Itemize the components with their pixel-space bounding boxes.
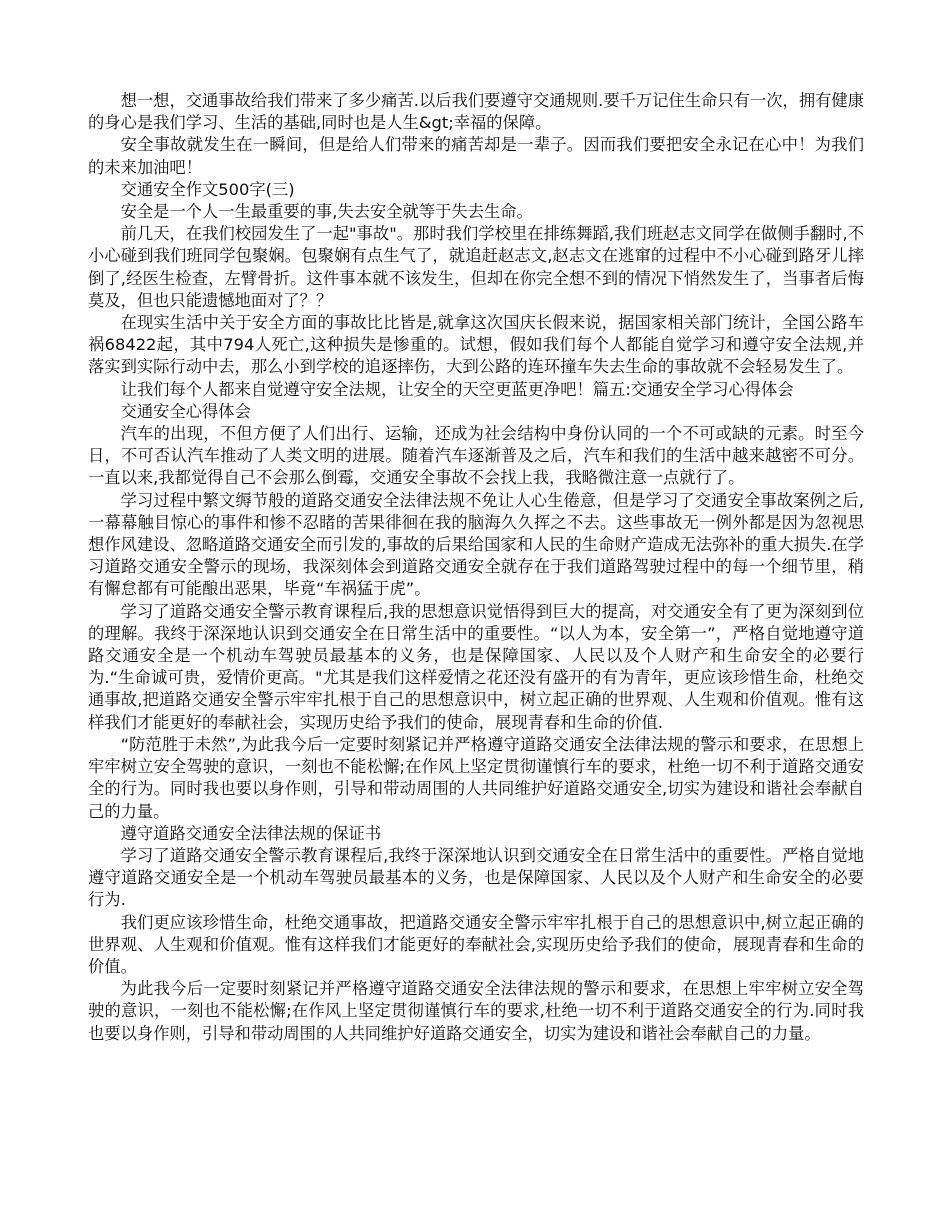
paragraph: 学习了道路交通安全警示教育课程后,我终于深深地认识到交通安全在日常生活中的重要性。严格自觉地遵守道路交通安全是一个机动车驾驶员最基本的义务，也是保障国家、人民以及个人财产和生命安全的必要行为. bbox=[88, 845, 864, 910]
paragraph: 安全事故就发生在一瞬间，但是给人们带来的痛苦却是一辈子。因而我们要把安全永记在心中！为我们的未来加油吧！ bbox=[88, 135, 864, 177]
paragraph: 前几天，在我们校园发生了一起"事故"。那时我们学校里在排练舞蹈,我们班赵志文同学在做侧手翻时,不小心碰到我们班同学包聚娴。包聚娴有点生气了，就追赶赵志文,赵志文在逃窜的过程中不小心碰到路牙儿摔倒了,经医生检查，左臂骨折。这件事本就不该发生，但却在你完全想不到的情况下悄然发生了，当事者后悔莫及，但也只能遗憾地面对了？？ bbox=[88, 224, 864, 310]
paragraph: 为此我今后一定要时刻紧记并严格遵守道路交通安全法律法规的警示和要求，在思想上牢牢树立安全驾驶的意识，一刻也不能松懈;在作风上坚定贯彻谨慎行车的要求,杜绝一切不利于道路交通安全的行为.同时我也要以身作则，引导和带动周围的人共同维护好道路交通安全，切实为建设和谐社会奉献自己的力量。 bbox=[88, 979, 864, 1043]
section-heading: 交通安全作文500字(三) bbox=[120, 179, 295, 199]
section-heading: 交通安全心得体会 bbox=[120, 401, 251, 421]
section-heading: 遵守道路交通安全法律法规的保证书 bbox=[120, 823, 382, 843]
paragraph: 在现实生活中关于安全方面的事故比比皆是,就拿这次国庆长假来说，据国家相关部门统计，全国公路车祸68422起，其中794人死亡,这种损失是惨重的。试想，假如我们每个人都能自觉学习和遵守安全法规,并落实到实际行动中去，那么小到学校的追逐摔伤，大到公路的连环撞车失去生命的事故就不会轻易发生了。 bbox=[88, 313, 864, 377]
paragraph: 学习了道路交通安全警示教育课程后,我的思想意识觉悟得到巨大的提高，对交通安全有了更为深刻到位的理解。我终于深深地认识到交通安全在日常生活中的重要性。“以人为本，安全第一”，严格自觉地遵守道路交通安全是一个机动车驾驶员最基本的义务，也是保障国家、人民以及个人财产和生命安全的必要行为.“生命诚可贵，爱情价更高。"尤其是我们这样爱情之花还没有盛开的有为青年，更应该珍惜生命，杜绝交通事故,把道路交通安全警示牢牢扎根于自己的思想意识中，树立起正确的世界观、人生观和价值观。惟有这样我们才能更好的奉献社会，实现历史给予我们的使命，展现青春和生命的价值. bbox=[88, 601, 864, 732]
paragraph: “防范胜于未然”,为此我今后一定要时刻紧记并严格遵守道路交通安全法律法规的警示和要求，在思想上牢牢树立安全驾驶的意识，一刻也不能松懈;在作风上坚定贯彻谨慎行车的要求，杜绝一切不利于道路交通安全的行为。同时我也要以身作则，引导和带动周围的人共同维护好道路交通安全,切实为建设和谐社会奉献自己的力量。 bbox=[88, 734, 864, 821]
paragraph: 汽车的出现，不但方便了人们出行、运输，还成为社会结构中身份认同的一个不可或缺的元素。时至今日，不可否认汽车推动了人类文明的进展。随着汽车逐渐普及之后，汽车和我们的生活中越来越密不可分。一直以来,我都觉得自己不会那么倒霉，交通安全事故不会找上我，我略微注意一点就行了。 bbox=[88, 424, 864, 488]
paragraph: 我们更应该珍惜生命，杜绝交通事故，把道路交通安全警示牢牢扎根于自己的思想意识中,树立起正确的世界观、人生观和价值观。惟有这样我们才能更好的奉献社会,实现历史给予我们的使命，展现青春和生命的价值。 bbox=[88, 912, 864, 976]
paragraph: 安全是一个人一生最重要的事,失去安全就等于失去生命。 bbox=[120, 202, 533, 222]
document-body bbox=[88, 90, 864, 1045]
paragraph: 想一想，交通事故给我们带来了多少痛苦.以后我们要遵守交通规则.要千万记住生命只有一次，拥有健康的身心是我们学习、生活的基础,同时也是人生&gt;幸福的保障。 bbox=[88, 91, 864, 133]
paragraph: 学习过程中繁文缛节般的道路交通安全法律法规不免让人心生倦意，但是学习了交通安全事故案例之后,一幕幕触目惊心的事件和惨不忍睹的苦果徘徊在我的脑海久久挥之不去。这些事故无一例外都是因为忽视思想作风建设、忽略道路交通安全而引发的,事故的后果给国家和人民的生命财产造成无法弥补的重大损失.在学习道路交通安全警示的现场，我深刻体会到道路交通安全就存在于我们道路驾驶过程中的每一个细节里，稍有懈怠都有可能酿出恶果，毕竟“车祸猛于虎”。 bbox=[88, 490, 864, 599]
paragraph: 让我们每个人都来自觉遵守安全法规，让安全的天空更蓝更净吧！篇五:交通安全学习心得体会 bbox=[120, 379, 794, 399]
